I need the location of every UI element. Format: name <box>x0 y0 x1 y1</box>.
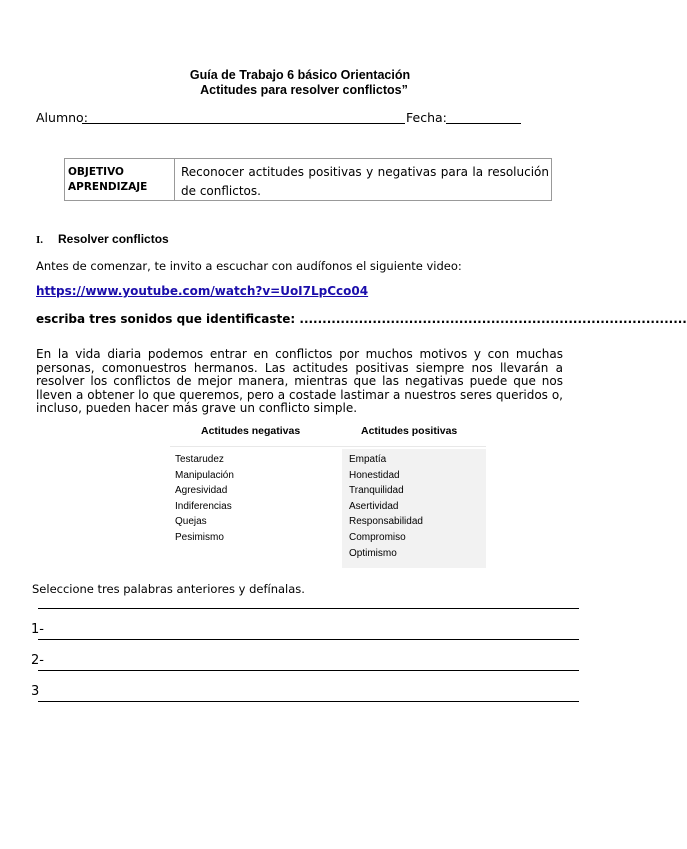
positive-item: Tranquilidad <box>349 485 404 497</box>
answer-number-1: 1- <box>31 622 44 637</box>
video-link[interactable]: https://www.youtube.com/watch?v=UoI7LpCco04 <box>36 284 369 298</box>
answer-line[interactable] <box>38 639 579 640</box>
negative-item: Quejas <box>175 516 207 528</box>
attitudes-table <box>170 419 486 568</box>
answer-number-2: 2- <box>31 653 44 668</box>
negative-item: Indiferencias <box>175 500 232 512</box>
fecha-label: Fecha: <box>406 110 447 125</box>
objective-label-cell <box>65 159 175 200</box>
negative-header: Actitudes negativas <box>201 425 301 437</box>
answer-line[interactable] <box>38 608 579 609</box>
positive-column <box>342 449 486 568</box>
negative-column <box>170 449 340 568</box>
negative-item: Agresividad <box>175 485 228 497</box>
objective-label-line1: OBJETIVO <box>68 166 124 178</box>
positive-header: Actitudes positivas <box>361 425 458 437</box>
positive-item: Honestidad <box>349 469 400 481</box>
body-paragraph: En la vida diaria podemos entrar en conflictos por muchos motivos y con muchas personas, comonuestros hermanos. Las actitudes positivas siempre nos llevarán a resolver los conflictos de mejor manera, mientras que las negativas puede que nos lleven a obtener lo que queremos, pero a costade lastimar a nuestros seres queridos o, incluso, pueden hacer más grave un conflicto simple. <box>36 347 563 415</box>
sounds-prompt: escriba tres sonidos que identificaste: ..................................................................................... <box>36 312 687 326</box>
positive-item: Compromiso <box>349 531 406 543</box>
negative-item: Pesimismo <box>175 531 224 543</box>
intro-text: Antes de comenzar, te invito a escuchar con audífonos el siguiente video: <box>36 259 462 273</box>
section-title: Resolver conflictos <box>58 232 169 246</box>
objective-table <box>64 158 552 201</box>
exercise-instruction: Seleccione tres palabras anteriores y defínalas. <box>32 582 305 596</box>
page-title: Guía de Trabajo 6 básico Orientación <box>189 68 411 82</box>
positive-item: Responsabilidad <box>349 516 423 528</box>
positive-item: Optimismo <box>349 547 397 559</box>
answer-number-3: 3 <box>31 684 40 699</box>
alumno-field[interactable] <box>82 123 405 124</box>
section-number: I. <box>36 234 44 246</box>
objective-label-line2: APRENDIZAJE <box>68 181 148 193</box>
negative-item: Manipulación <box>175 469 234 481</box>
objective-text: Reconocer actitudes positivas y negativas para la resolución de conflictos. <box>181 165 549 198</box>
positive-item: Asertividad <box>349 500 399 512</box>
negative-item: Testarudez <box>175 454 224 465</box>
positive-item: Empatía <box>349 454 387 465</box>
fecha-field[interactable] <box>446 123 521 124</box>
page-subtitle: Actitudes para resolver conflictos” <box>200 83 408 97</box>
header-divider <box>170 446 486 447</box>
alumno-label: Alumno: <box>36 110 88 125</box>
answer-line[interactable] <box>38 670 579 671</box>
answer-line[interactable] <box>38 701 579 702</box>
